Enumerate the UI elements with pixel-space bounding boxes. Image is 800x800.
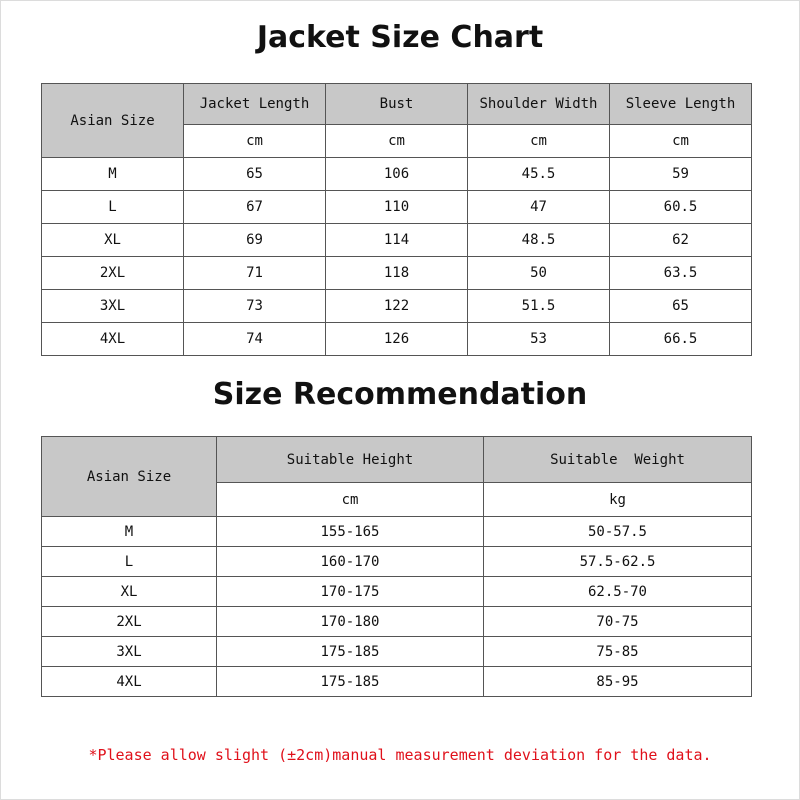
size-cell: 3XL [42,290,184,323]
table-row [42,577,752,607]
table-row [42,323,752,356]
table-row [42,158,752,191]
table-row [42,517,752,547]
column-header-sleeve-length: Sleeve Length [610,84,752,125]
value-cell: 74 [184,323,326,356]
column-header-suitable-height: Suitable Height [217,437,484,483]
value-cell: 50-57.5 [484,517,752,547]
size-cell: XL [42,577,217,607]
recommendation-title: Size Recommendation [212,377,588,412]
value-cell: 45.5 [468,158,610,191]
size-column-header: Asian Size [42,437,217,517]
value-cell: 47 [468,191,610,224]
value-cell: 48.5 [468,224,610,257]
jacket-size-table [41,83,752,356]
size-recommendation-table [41,436,752,697]
value-cell: 70-75 [484,607,752,637]
table-row [42,637,752,667]
value-cell: 65 [610,290,752,323]
value-cell: 59 [610,158,752,191]
value-cell: 75-85 [484,637,752,667]
column-header-shoulder-width: Shoulder Width [468,84,610,125]
table-row [42,257,752,290]
size-cell: M [42,158,184,191]
value-cell: 160-170 [217,547,484,577]
size-cell: 4XL [42,323,184,356]
table-row [42,667,752,697]
value-cell: 57.5-62.5 [484,547,752,577]
size-cell: L [42,191,184,224]
value-cell: 155-165 [217,517,484,547]
size-cell: 2XL [42,257,184,290]
column-header-suitable-weight: Suitable Weight [484,437,752,483]
table-row [42,224,752,257]
value-cell: 67 [184,191,326,224]
value-cell: 126 [326,323,468,356]
size-cell: 2XL [42,607,217,637]
value-cell: 114 [326,224,468,257]
value-cell: 62.5-70 [484,577,752,607]
value-cell: 122 [326,290,468,323]
value-cell: 118 [326,257,468,290]
value-cell: 73 [184,290,326,323]
value-cell: 71 [184,257,326,290]
table-header-row [42,84,752,125]
table-row [42,191,752,224]
size-cell: 3XL [42,637,217,667]
value-cell: 50 [468,257,610,290]
value-cell: 65 [184,158,326,191]
value-cell: 63.5 [610,257,752,290]
size-cell: M [42,517,217,547]
column-header-jacket-length: Jacket Length [184,84,326,125]
value-cell: 175-185 [217,637,484,667]
value-cell: 85-95 [484,667,752,697]
value-cell: 53 [468,323,610,356]
value-cell: 170-175 [217,577,484,607]
table-row [42,290,752,323]
unit-cell: cm [217,483,484,517]
table-row [42,607,752,637]
value-cell: 69 [184,224,326,257]
size-cell: 4XL [42,667,217,697]
value-cell: 51.5 [468,290,610,323]
value-cell: 170-180 [217,607,484,637]
measurement-deviation-note: *Please allow slight (±2cm)manual measurement deviation for the data. [88,746,712,764]
unit-cell: kg [484,483,752,517]
size-chart-title: Jacket Size Chart [256,20,544,55]
value-cell: 106 [326,158,468,191]
value-cell: 60.5 [610,191,752,224]
unit-cell: cm [468,125,610,158]
table-header-row [42,437,752,483]
size-cell: L [42,547,217,577]
unit-cell: cm [326,125,468,158]
column-header-bust: Bust [326,84,468,125]
size-column-header: Asian Size [42,84,184,158]
size-cell: XL [42,224,184,257]
unit-cell: cm [184,125,326,158]
value-cell: 62 [610,224,752,257]
value-cell: 110 [326,191,468,224]
value-cell: 66.5 [610,323,752,356]
unit-cell: cm [610,125,752,158]
value-cell: 175-185 [217,667,484,697]
table-row [42,547,752,577]
